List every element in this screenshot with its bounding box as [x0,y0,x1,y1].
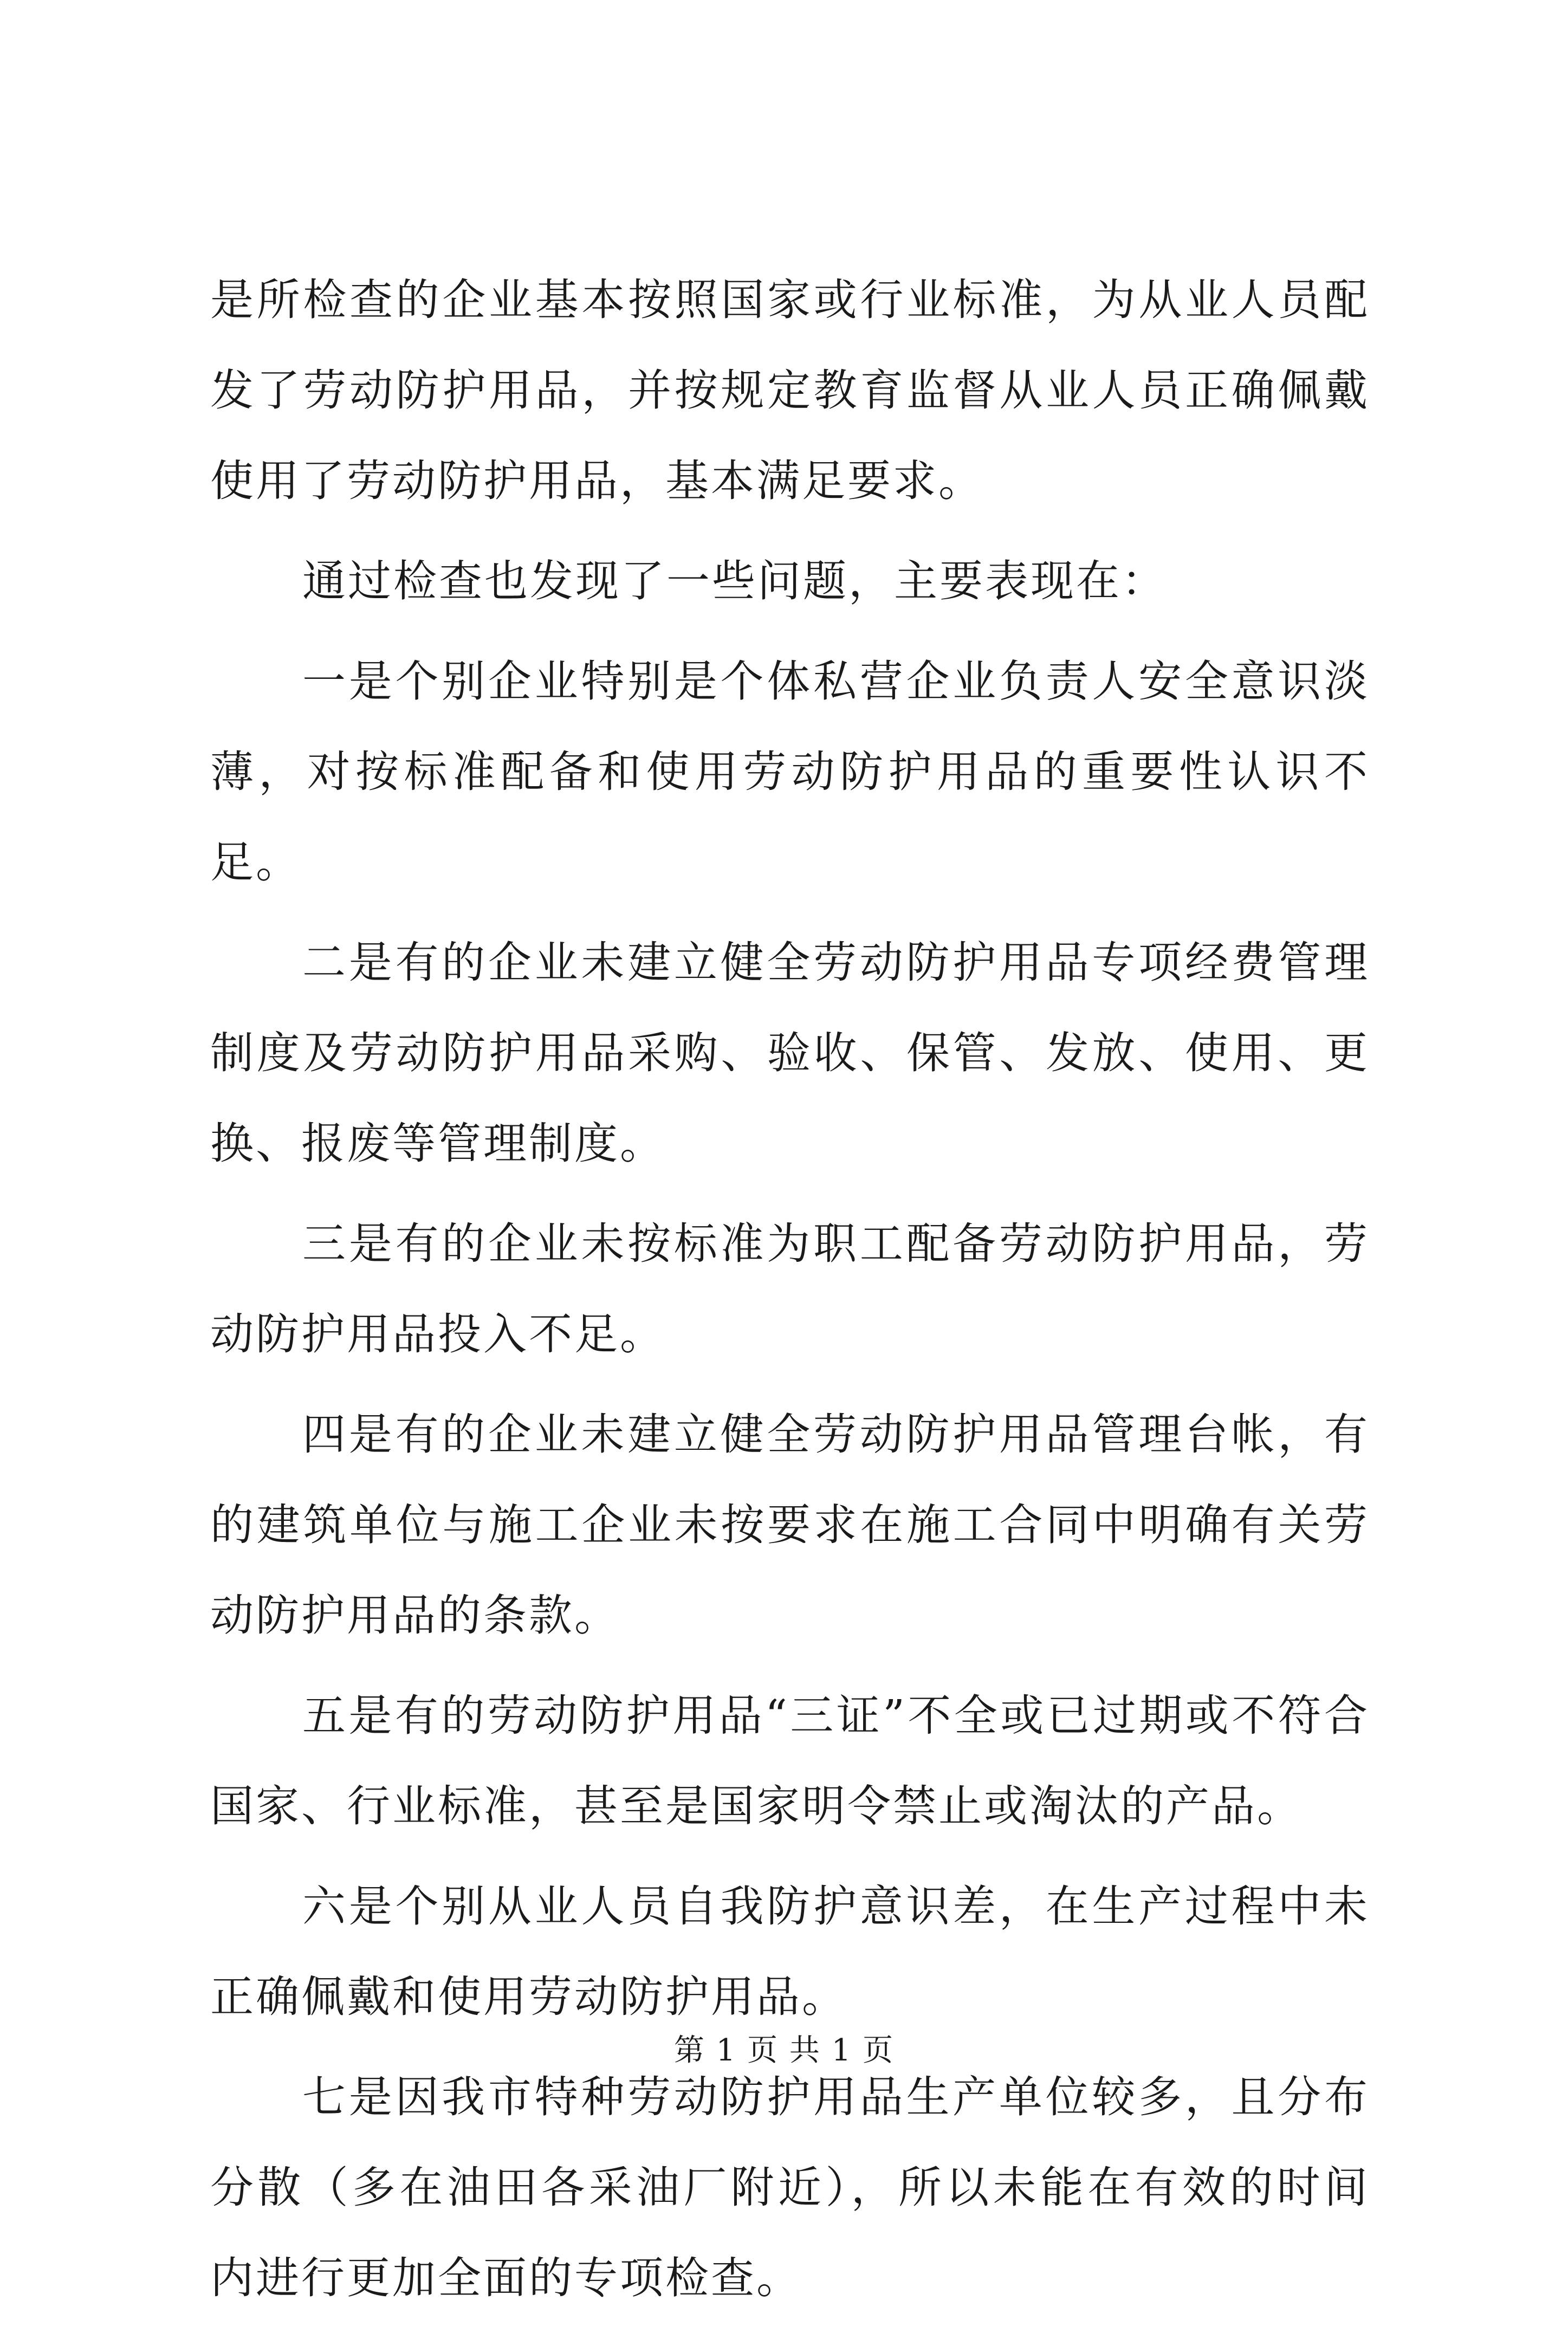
paragraph: 七是因我市特种劳动防护用品生产单位较多，且分布分散（多在油田各采油厂附近），所以未能在有效的时间内进行更加全面的专项检查。 [210,2072,1370,2303]
paragraph: 四是有的企业未建立健全劳动防护用品管理台帐，有的建筑单位与施工企业未按要求在施工合同中明确有关劳动防护用品的条款。 [210,1409,1370,1641]
paragraph: 通过检查也发现了一些问题，主要表现在： [302,556,1167,606]
page-number-footer: 第 1 页 共 1 页 [673,2033,895,2068]
document-body [210,255,1370,2333]
paragraph: 三是有的企业未按标准为职工配备劳动防护用品，劳动防护用品投入不足。 [210,1219,1370,1359]
paragraph: 六是个别从业人员自我防护意识差，在生产过程中未正确佩戴和使用劳动防护用品。 [210,1881,1370,2022]
paragraph: 是所检查的企业基本按照国家或行业标准，为从业人员配发了劳动防护用品，并按规定教育监督从业人员正确佩戴使用了劳动防护用品，基本满足要求。 [210,275,1370,506]
paragraph: 一是个别企业特别是个体私营企业负责人安全意识淡薄，对按标准配备和使用劳动防护用品的重要性认识不足。 [210,656,1370,887]
paragraph: 二是有的企业未建立健全劳动防护用品专项经费管理制度及劳动防护用品采购、验收、保管、发放、使用、更换、报废等管理制度。 [210,937,1370,1169]
paragraph: 五是有的劳动防护用品“三证”不全或已过期或不符合国家、行业标准，甚至是国家明令禁止或淘汰的产品。 [210,1690,1370,1831]
